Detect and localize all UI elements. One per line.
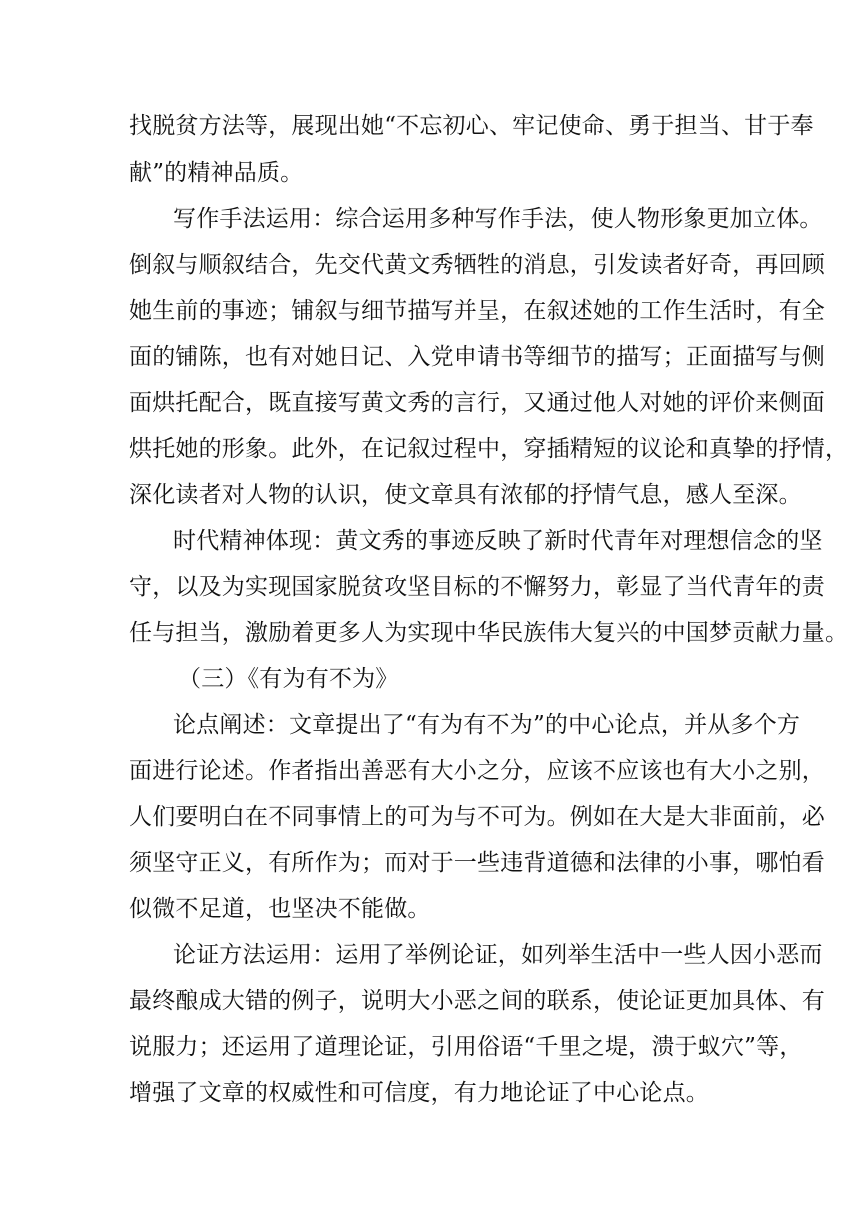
text-line: 守，以及为实现国家脱贫攻坚目标的不懈努力，彰显了当代青年的责: [129, 574, 825, 600]
text-line: 深化读者对人物的认识，使文章具有浓郁的抒情气息，感人至深。: [129, 482, 802, 508]
paragraph-first-line: 时代精神体现：黄文秀的事迹反映了新时代青年对理想信念的坚: [173, 528, 823, 554]
text-line: 献”的精神品质。: [129, 160, 304, 186]
text-line: 面进行论述。作者指出善恶有大小之分，应该不应该也有大小之别，: [129, 758, 825, 784]
text-line: 说服力；还运用了道理论证，引用俗语“千里之堤，溃于蚁穴”等，: [129, 1034, 803, 1060]
section-heading: （三）《有为有不为》: [178, 666, 399, 692]
text-line: 倒叙与顺叙结合，先交代黄文秀牺牲的消息，引发读者好奇，再回顾: [129, 252, 825, 278]
text-line: 烘托她的形象。此外，在记叙过程中，穿插精短的议论和真挚的抒情，: [129, 436, 849, 462]
text-line: 任与担当，激励着更多人为实现中华民族伟大复兴的中国梦贡献力量。: [129, 620, 849, 646]
text-line: 最终酿成大错的例子，说明大小恶之间的联系，使论证更加具体、有: [129, 988, 825, 1014]
text-line: 找脱贫方法等，展现出她“不忘初心、牢记使命、勇于担当、甘于奉: [129, 113, 814, 139]
text-line: 面的铺陈，也有对她日记、入党申请书等细节的描写；正面描写与侧: [129, 344, 825, 370]
paragraph-first-line: 写作手法运用：综合运用多种写作手法，使人物形象更加立体。: [173, 206, 823, 232]
text-line: 须坚守正义，有所作为；而对于一些违背道德和法律的小事，哪怕看: [129, 850, 825, 876]
paragraph-first-line: 论证方法运用：运用了举例论证，如列举生活中一些人因小恶而: [173, 942, 823, 968]
text-line: 增强了文章的权威性和可信度，有力地论证了中心论点。: [129, 1080, 709, 1106]
paragraph-first-line: 论点阐述：文章提出了“有为有不为”的中心论点，并从多个方: [173, 712, 801, 738]
text-line: 似微不足道，也坚决不能做。: [129, 896, 431, 922]
text-line: 她生前的事迹；铺叙与细节描写并呈，在叙述她的工作生活时，有全: [129, 298, 825, 324]
text-line: 面烘托配合，既直接写黄文秀的言行，又通过他人对她的评价来侧面: [129, 390, 825, 416]
text-line: 人们要明白在不同事情上的可为与不可为。例如在大是大非面前，必: [129, 804, 825, 830]
